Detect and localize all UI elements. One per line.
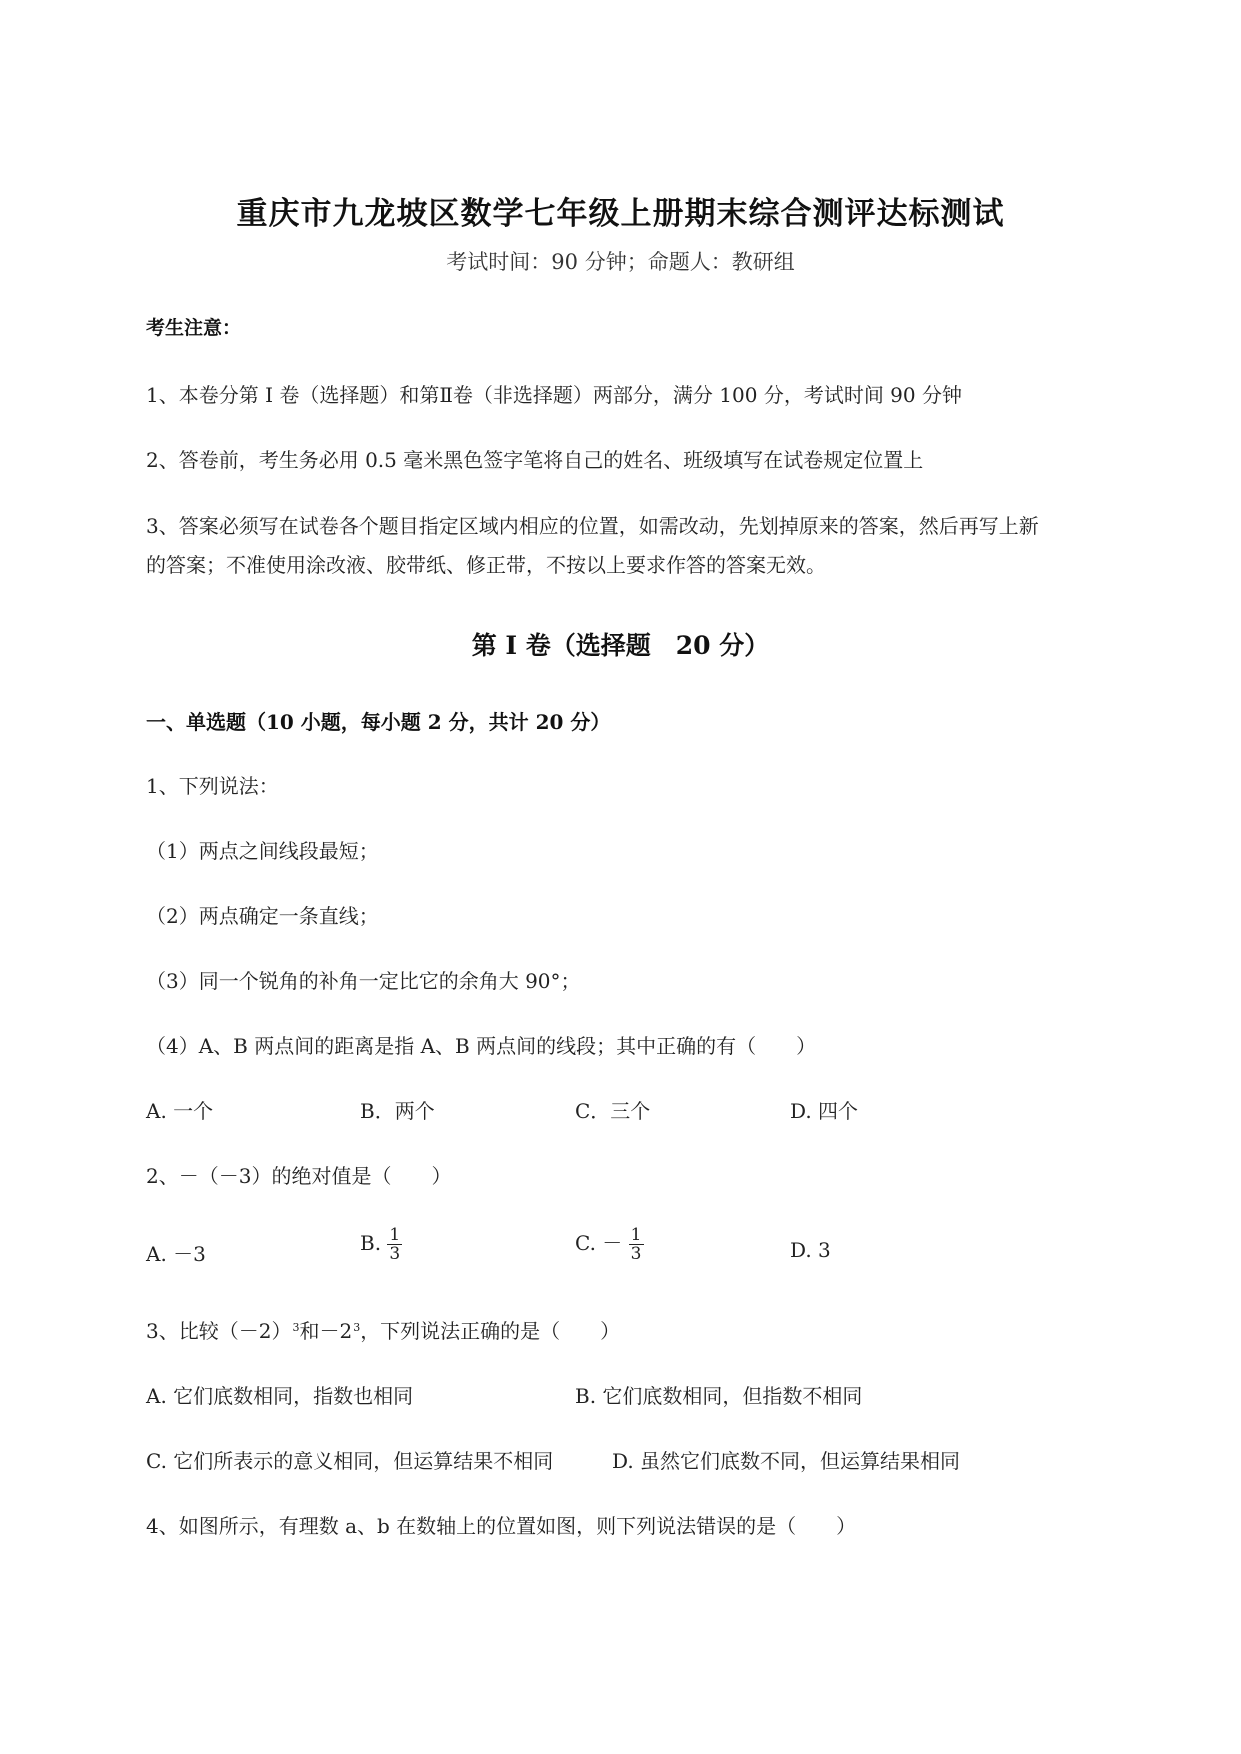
- section-title: 第 I 卷（选择题 20 分）: [471, 631, 770, 660]
- q3-stem-before: 3、比较（－2）: [146, 1319, 292, 1343]
- q2-option-c-fraction: [629, 1226, 644, 1263]
- q2-stem: 2、－（－3）的绝对值是（ ）: [146, 1164, 452, 1188]
- q4-stem: 4、如图所示，有理数 a、b 在数轴上的位置如图，则下列说法错误的是（ ）: [146, 1514, 857, 1538]
- q2-option-c-label: C. －: [575, 1231, 623, 1255]
- q1-option-c: C．三个: [575, 1099, 651, 1123]
- q1-option-a: A. 一个: [146, 1099, 214, 1123]
- exam-title: 重庆市九龙坡区数学七年级上册期末综合测评达标测试: [236, 196, 1005, 232]
- q2-option-b-label: B.: [360, 1231, 382, 1255]
- q3-stem-mid: 和－2: [299, 1319, 353, 1343]
- fraction-denominator: 3: [630, 1244, 642, 1264]
- q1-line-2: （2）两点确定一条直线；: [146, 904, 379, 928]
- exam-subtitle: 考试时间：90 分钟；命题人：教研组: [446, 250, 795, 274]
- q2-option-b: [360, 1226, 402, 1263]
- q3-option-b: B. 它们底数相同，但指数不相同: [575, 1384, 863, 1408]
- q3-option-a: A. 它们底数相同，指数也相同: [146, 1384, 414, 1408]
- q2-option-c: [575, 1226, 644, 1263]
- part-heading: 一、单选题（10 小题，每小题 2 分，共计 20 分）: [146, 710, 611, 734]
- fraction-denominator: 3: [389, 1244, 401, 1264]
- q1-option-d: D. 四个: [790, 1099, 859, 1123]
- q3-exponent-1: 3: [292, 1321, 300, 1334]
- notice-item-2: 2、答卷前，考生务必用 0.5 毫米黑色签字笔将自己的姓名、班级填写在试卷规定位置上: [146, 448, 924, 472]
- notice-heading: 考生注意：: [146, 317, 242, 339]
- q2-option-d: D. 3: [790, 1238, 831, 1262]
- q3-option-d: D. 虽然它们底数不同，但运算结果相同: [612, 1449, 961, 1473]
- q3-stem: [146, 1315, 620, 1344]
- fraction-numerator: 1: [389, 1225, 401, 1245]
- notice-item-3-cont: 的答案；不准使用涂改液、胶带纸、修正带，不按以上要求作答的答案无效。: [146, 553, 826, 577]
- q2-option-a: A. －3: [146, 1242, 206, 1266]
- q1-line-3: （3）同一个锐角的补角一定比它的余角大 90°；: [146, 969, 581, 993]
- notice-item-3: 3、答案必须写在试卷各个题目指定区域内相应的位置，如需改动，先划掉原来的答案，然后再写上新: [146, 514, 1039, 538]
- q3-option-c: C. 它们所表示的意义相同，但运算结果不相同: [146, 1449, 554, 1473]
- q1-line-1: （1）两点之间线段最短；: [146, 839, 379, 863]
- q3-stem-after: ，下列说法正确的是（ ）: [360, 1319, 621, 1343]
- notice-item-1: 1、本卷分第 I 卷（选择题）和第Ⅱ卷（非选择题）两部分，满分 100 分，考试时间 90 分钟: [146, 383, 962, 407]
- q1-stem: 1、下列说法：: [146, 774, 279, 798]
- q2-option-b-fraction: [387, 1226, 402, 1263]
- q1-line-4: （4）A、B 两点间的距离是指 A、B 两点间的线段；其中正确的有（ ）: [146, 1034, 817, 1058]
- fraction-numerator: 1: [630, 1225, 642, 1245]
- q3-exponent-2: 3: [353, 1321, 361, 1334]
- q1-option-b: B．两个: [360, 1099, 435, 1123]
